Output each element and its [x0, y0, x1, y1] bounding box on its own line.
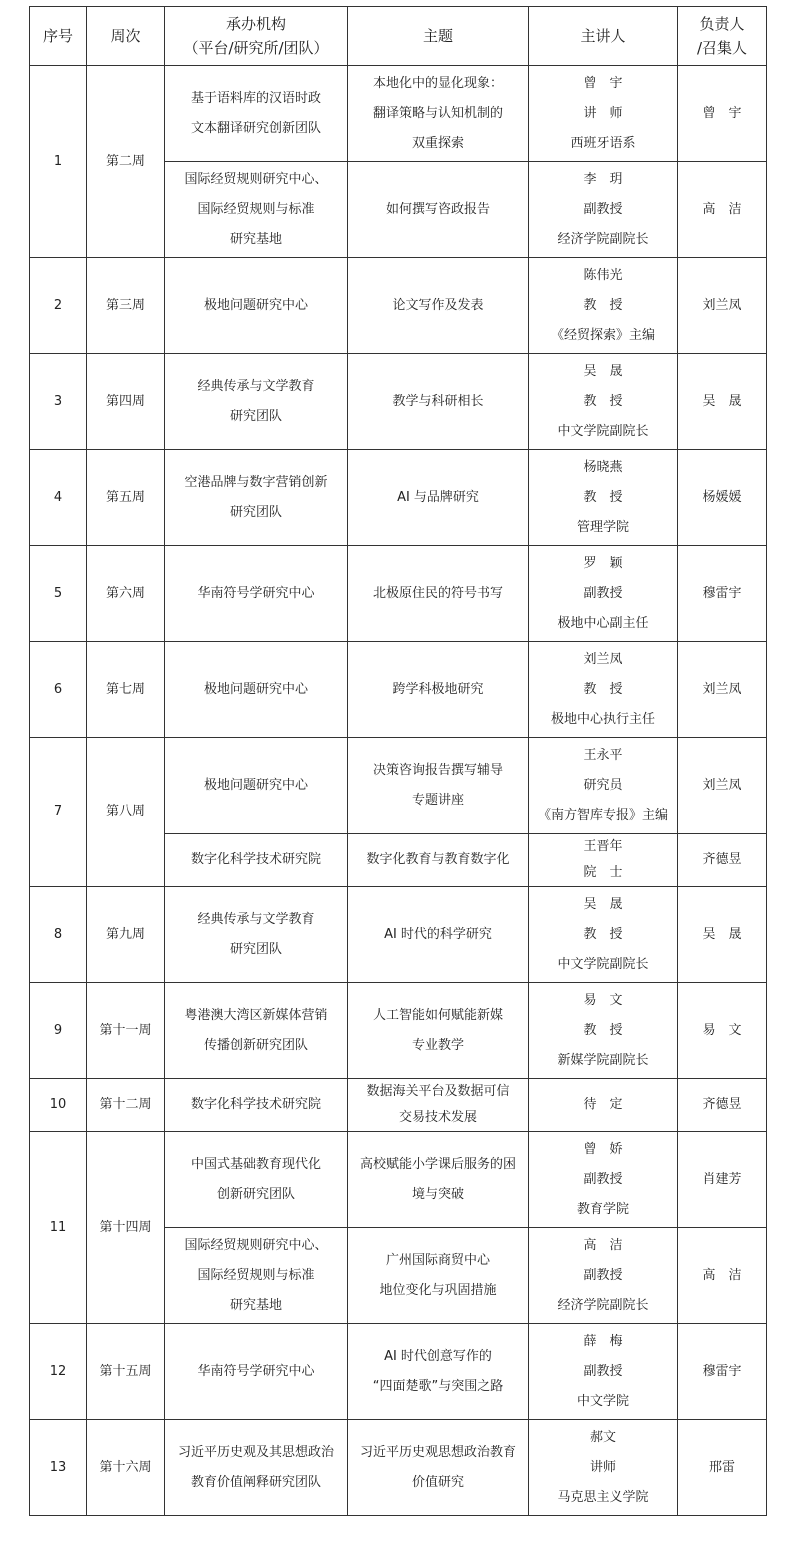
topic-cell: AI 时代的科学研究	[348, 887, 529, 983]
week-cell: 第三周	[87, 258, 165, 354]
topic-cell: 论文写作及发表	[348, 258, 529, 354]
host-cell: 空港品牌与数字营销创新 研究团队	[165, 450, 348, 546]
lead-cell: 曾 宇	[678, 66, 767, 162]
week-cell: 第九周	[87, 887, 165, 983]
speaker-cell: 刘兰凤 教 授 极地中心执行主任	[529, 642, 678, 738]
topic-cell: 决策咨询报告撰写辅导 专题讲座	[348, 738, 529, 834]
topic-cell: 如何撰写咨政报告	[348, 162, 529, 258]
header-lead: 负责人 /召集人	[678, 7, 767, 66]
lead-cell: 刘兰凤	[678, 258, 767, 354]
seq-cell: 8	[30, 887, 87, 983]
header-week: 周次	[87, 7, 165, 66]
topic-cell: 数据海关平台及数据可信 交易技术发展	[348, 1079, 529, 1132]
table-row	[30, 546, 767, 642]
seq-cell: 11	[30, 1132, 87, 1324]
week-cell: 第十一周	[87, 983, 165, 1079]
seq-cell: 7	[30, 738, 87, 887]
topic-cell: AI 时代创意写作的 “四面楚歌”与突围之路	[348, 1324, 529, 1420]
lead-cell: 刘兰凤	[678, 738, 767, 834]
week-cell: 第十四周	[87, 1132, 165, 1324]
table-row	[30, 642, 767, 738]
table-row	[30, 983, 767, 1079]
lead-cell: 吴 晟	[678, 887, 767, 983]
speaker-cell: 王永平 研究员 《南方智库专报》主编	[529, 738, 678, 834]
host-cell: 中国式基础教育现代化 创新研究团队	[165, 1132, 348, 1228]
table-row	[30, 887, 767, 983]
host-cell: 极地问题研究中心	[165, 258, 348, 354]
speaker-cell: 吴 晟 教 授 中文学院副院长	[529, 887, 678, 983]
week-cell: 第十五周	[87, 1324, 165, 1420]
host-cell: 极地问题研究中心	[165, 738, 348, 834]
speaker-cell: 王晋年 院 士	[529, 834, 678, 887]
host-cell: 华南符号学研究中心	[165, 546, 348, 642]
speaker-cell: 陈伟光 教 授 《经贸探索》主编	[529, 258, 678, 354]
host-cell: 数字化科学技术研究院	[165, 834, 348, 887]
week-cell: 第十二周	[87, 1079, 165, 1132]
topic-cell: 高校赋能小学课后服务的困 境与突破	[348, 1132, 529, 1228]
table-row	[30, 738, 767, 834]
topic-cell: 数字化教育与教育数字化	[348, 834, 529, 887]
seq-cell: 4	[30, 450, 87, 546]
seq-cell: 6	[30, 642, 87, 738]
topic-cell: 北极原住民的符号书写	[348, 546, 529, 642]
week-cell: 第十六周	[87, 1420, 165, 1516]
header-seq: 序号	[30, 7, 87, 66]
week-cell: 第八周	[87, 738, 165, 887]
speaker-cell: 郝文 讲师 马克思主义学院	[529, 1420, 678, 1516]
lead-cell: 邢雷	[678, 1420, 767, 1516]
host-cell: 华南符号学研究中心	[165, 1324, 348, 1420]
speaker-cell: 曾 宇 讲 师 西班牙语系	[529, 66, 678, 162]
topic-cell: AI 与品牌研究	[348, 450, 529, 546]
topic-cell: 人工智能如何赋能新媒 专业教学	[348, 983, 529, 1079]
host-cell: 极地问题研究中心	[165, 642, 348, 738]
table-row	[30, 258, 767, 354]
table-row	[30, 66, 767, 162]
seq-cell: 10	[30, 1079, 87, 1132]
week-cell: 第六周	[87, 546, 165, 642]
table-row	[30, 1132, 767, 1228]
host-cell: 基于语料库的汉语时政 文本翻译研究创新团队	[165, 66, 348, 162]
lead-cell: 杨媛媛	[678, 450, 767, 546]
seq-cell: 9	[30, 983, 87, 1079]
lecture-schedule-table	[29, 6, 767, 1516]
header-topic: 主题	[348, 7, 529, 66]
speaker-cell: 曾 娇 副教授 教育学院	[529, 1132, 678, 1228]
lead-cell: 穆雷宇	[678, 1324, 767, 1420]
seq-cell: 2	[30, 258, 87, 354]
host-cell: 习近平历史观及其思想政治 教育价值阐释研究团队	[165, 1420, 348, 1516]
topic-cell: 习近平历史观思想政治教育 价值研究	[348, 1420, 529, 1516]
host-cell: 数字化科学技术研究院	[165, 1079, 348, 1132]
lead-cell: 高 洁	[678, 162, 767, 258]
speaker-cell: 高 洁 副教授 经济学院副院长	[529, 1228, 678, 1324]
schedule-sheet	[29, 6, 766, 1516]
lead-cell: 高 洁	[678, 1228, 767, 1324]
week-cell: 第五周	[87, 450, 165, 546]
header-row	[30, 7, 767, 66]
week-cell: 第四周	[87, 354, 165, 450]
table-row	[30, 450, 767, 546]
speaker-cell: 待 定	[529, 1079, 678, 1132]
seq-cell: 13	[30, 1420, 87, 1516]
host-cell: 粤港澳大湾区新媒体营销 传播创新研究团队	[165, 983, 348, 1079]
speaker-cell: 易 文 教 授 新媒学院副院长	[529, 983, 678, 1079]
header-host: 承办机构 （平台/研究所/团队）	[165, 7, 348, 66]
header-speaker: 主讲人	[529, 7, 678, 66]
speaker-cell: 罗 颖 副教授 极地中心副主任	[529, 546, 678, 642]
host-cell: 国际经贸规则研究中心、 国际经贸规则与标准 研究基地	[165, 162, 348, 258]
table-row	[30, 1324, 767, 1420]
lead-cell: 穆雷宇	[678, 546, 767, 642]
week-cell: 第七周	[87, 642, 165, 738]
lead-cell: 齐德昱	[678, 1079, 767, 1132]
table-row	[30, 354, 767, 450]
seq-cell: 3	[30, 354, 87, 450]
topic-cell: 本地化中的显化现象： 翻译策略与认知机制的 双重探索	[348, 66, 529, 162]
lead-cell: 齐德昱	[678, 834, 767, 887]
seq-cell: 5	[30, 546, 87, 642]
lead-cell: 吴 晟	[678, 354, 767, 450]
speaker-cell: 杨晓燕 教 授 管理学院	[529, 450, 678, 546]
seq-cell: 1	[30, 66, 87, 258]
table-row	[30, 1420, 767, 1516]
speaker-cell: 李 玥 副教授 经济学院副院长	[529, 162, 678, 258]
host-cell: 经典传承与文学教育 研究团队	[165, 354, 348, 450]
speaker-cell: 薛 梅 副教授 中文学院	[529, 1324, 678, 1420]
speaker-cell: 吴 晟 教 授 中文学院副院长	[529, 354, 678, 450]
topic-cell: 教学与科研相长	[348, 354, 529, 450]
lead-cell: 易 文	[678, 983, 767, 1079]
host-cell: 国际经贸规则研究中心、 国际经贸规则与标准 研究基地	[165, 1228, 348, 1324]
topic-cell: 广州国际商贸中心 地位变化与巩固措施	[348, 1228, 529, 1324]
seq-cell: 12	[30, 1324, 87, 1420]
topic-cell: 跨学科极地研究	[348, 642, 529, 738]
lead-cell: 肖建芳	[678, 1132, 767, 1228]
table-row	[30, 1079, 767, 1132]
lead-cell: 刘兰凤	[678, 642, 767, 738]
week-cell: 第二周	[87, 66, 165, 258]
host-cell: 经典传承与文学教育 研究团队	[165, 887, 348, 983]
